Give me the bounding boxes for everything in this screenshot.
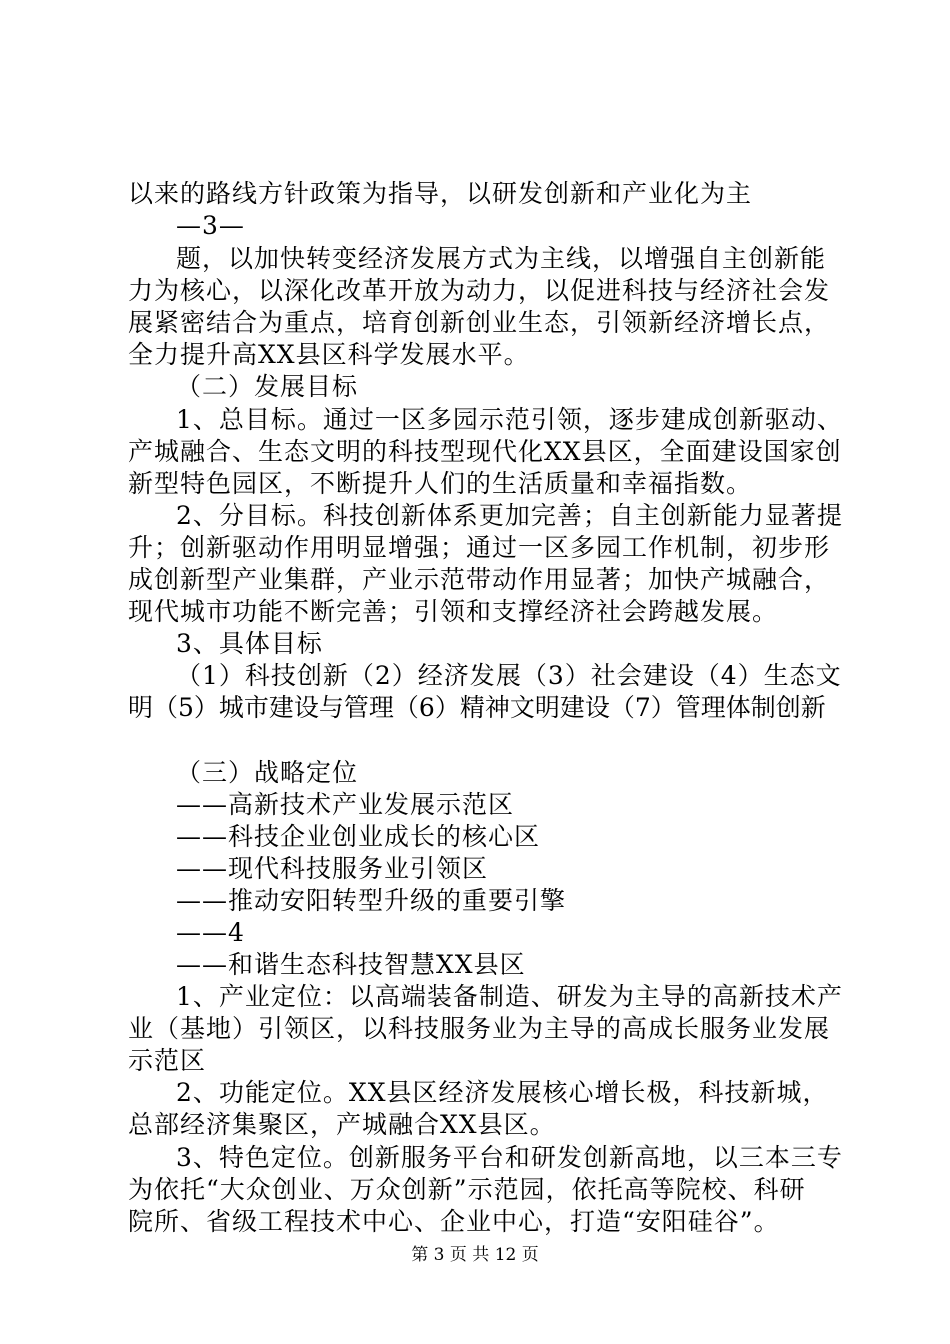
list-item: ——科技企业创业成长的核心区 bbox=[176, 822, 541, 851]
page-marker: ——4 bbox=[176, 918, 245, 947]
list-item: ——高新技术产业发展示范区 bbox=[176, 790, 515, 819]
body-line: 2、功能定位。XX县区经济发展核心增长极，科技新城， bbox=[176, 1078, 829, 1107]
sub-heading: 3、具体目标 bbox=[176, 629, 323, 658]
section-heading: （二）发展目标 bbox=[176, 372, 359, 401]
body-line: 业（基地）引领区，以科技服务业为主导的高成长服务业发展 bbox=[128, 1014, 831, 1043]
list-item: ——现代科技服务业引领区 bbox=[176, 854, 489, 883]
body-line: 总部经济集聚区，产城融合XX县区。 bbox=[128, 1110, 556, 1139]
body-line: 产城融合、生态文明的科技型现代化XX县区，全面建设国家创 bbox=[128, 437, 842, 466]
body-line: 以来的路线方针政策为指导，以研发创新和产业化为主 bbox=[128, 179, 753, 208]
body-line: 为依托“大众创业、万众创新”示范园，依托高等院校、科研 bbox=[128, 1175, 806, 1204]
page-number-footer: 第 3 页 共 12 页 bbox=[411, 1245, 539, 1265]
section-heading: （三）战略定位 bbox=[176, 758, 359, 787]
body-line: 新型特色园区，不断提升人们的生活质量和幸福指数。 bbox=[128, 469, 753, 498]
body-line: 力为核心，以深化改革开放为动力，以促进科技与经济社会发 bbox=[128, 276, 831, 305]
body-line: 示范区 bbox=[128, 1046, 207, 1075]
body-line: 1、产业定位：以高端装备制造、研发为主导的高新技术产 bbox=[176, 982, 843, 1011]
body-line: 院所、省级工程技术中心、企业中心，打造“安阳硅谷”。 bbox=[128, 1207, 780, 1236]
body-line: 明（5）城市建设与管理（6）精神文明建设（7）管理体制创新 bbox=[128, 693, 826, 722]
body-line: 全力提升高XX县区科学发展水平。 bbox=[128, 340, 530, 369]
body-line: （1）科技创新（2）经济发展（3）社会建设（4）生态文 bbox=[176, 661, 842, 690]
body-line: 升；创新驱动作用明显增强；通过一区多园工作机制，初步形 bbox=[128, 533, 831, 562]
list-item: ——推动安阳转型升级的重要引擎 bbox=[176, 886, 567, 915]
body-line: 成创新型产业集群，产业示范带动作用显著；加快产城融合， bbox=[128, 565, 831, 594]
body-line: 题，以加快转变经济发展方式为主线，以增强自主创新能 bbox=[176, 244, 827, 273]
body-line: 展紧密结合为重点，培育创新创业生态，引领新经济增长点， bbox=[128, 308, 831, 337]
body-line: 1、总目标。通过一区多园示范引领，逐步建成创新驱动、 bbox=[176, 405, 843, 434]
body-line: 现代城市功能不断完善；引领和支撑经济社会跨越发展。 bbox=[128, 597, 779, 626]
list-item: ——和谐生态科技智慧XX县区 bbox=[176, 950, 526, 979]
page-marker: —3— bbox=[176, 211, 245, 240]
body-line: 3、特色定位。创新服务平台和研发创新高地，以三本三专 bbox=[176, 1143, 843, 1172]
body-line: 2、分目标。科技创新体系更加完善；自主创新能力显著提 bbox=[176, 501, 843, 530]
